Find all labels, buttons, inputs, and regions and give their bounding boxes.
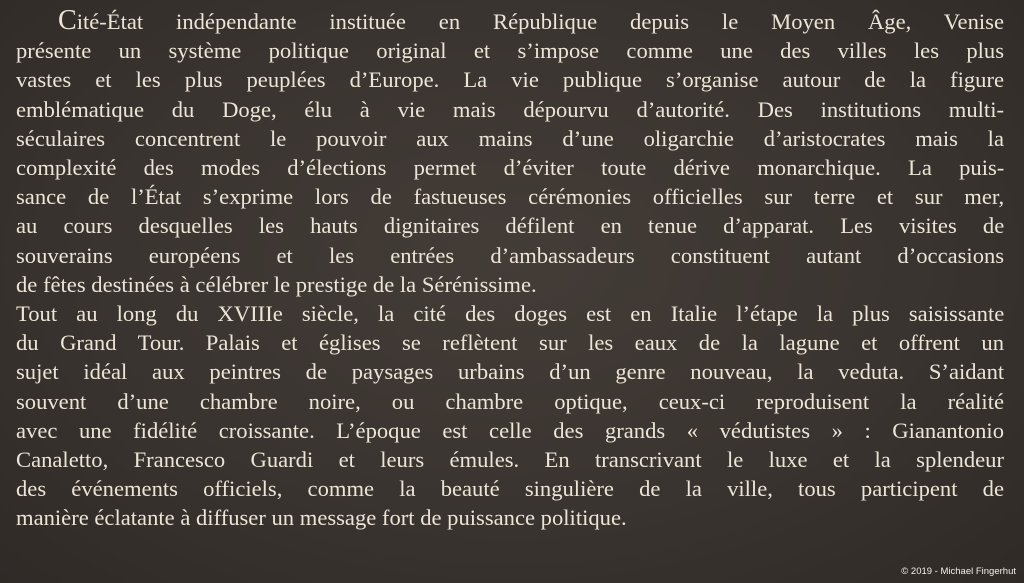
text-line: sujet idéal aux peintres de paysages urbains d’un genre nouveau, la veduta. S’aidant [16,359,1005,385]
text-line: souverains européens et les entrées d’ambassadeurs constituent autant d’occasions [16,242,1005,268]
text-line: avec une fidélité croissante. L’époque est celle des grands « védutistes » : Gianantonio [16,417,1004,443]
text-line: complexité des modes d’élections permet d’éviter toute dérive monarchique. La puis- [16,155,1005,181]
paragraph-venise-republique [16,6,1004,299]
photo-credit: © 2019 - Michael Fingerhut [901,566,1016,577]
text-line: vastes et les plus peuplées d’Europe. La vie publique s’organise autour de la figure [16,67,1004,93]
text-line: de fêtes destinées à célébrer le prestige de la Sérénissime. [16,271,537,297]
text-line: Canaletto, Francesco Guardi et leurs émules. En transcrivant le luxe et la splendeur [16,447,1004,473]
text-line: souvent d’une chambre noire, ou chambre optique, ceux-ci reproduisent la réalité [16,388,1005,414]
text-line: Cité-État indépendante instituée en République depuis le Moyen Âge, Venise [58,5,1004,36]
text-line: emblématique du Doge, élu à vie mais dépourvu d’autorité. Des institutions multi- [16,96,1004,122]
text-line: manière éclatante à diffuser un message fort de puissance politique. [16,505,627,531]
text-panel [16,6,1004,533]
text-line: présente un système politique original et s’impose comme une des villes les plus [16,38,1004,64]
text-line: des événements officiels, comme la beauté singulière de la ville, tous participent de [16,476,1004,502]
paragraph-grand-tour [16,299,1004,533]
text-line: au cours desquelles les hauts dignitaires défilent en tenue d’apparat. Les visites de [16,213,1005,239]
drop-cap: C [58,5,77,36]
text-line: du Grand Tour. Palais et églises se reflètent sur les eaux de la lagune et offrent un [16,330,1004,356]
text-line: sance de l’État s’exprime lors de fastueuses cérémonies officielles sur terre et sur mer, [16,184,1005,210]
text-line: Tout au long du XVIIIe siècle, la cité des doges est en Italie l’étape la plus saisissante [16,301,1005,327]
text-line: séculaires concentrent le pouvoir aux mains d’une oligarchie d’aristocrates mais la [16,125,1004,151]
